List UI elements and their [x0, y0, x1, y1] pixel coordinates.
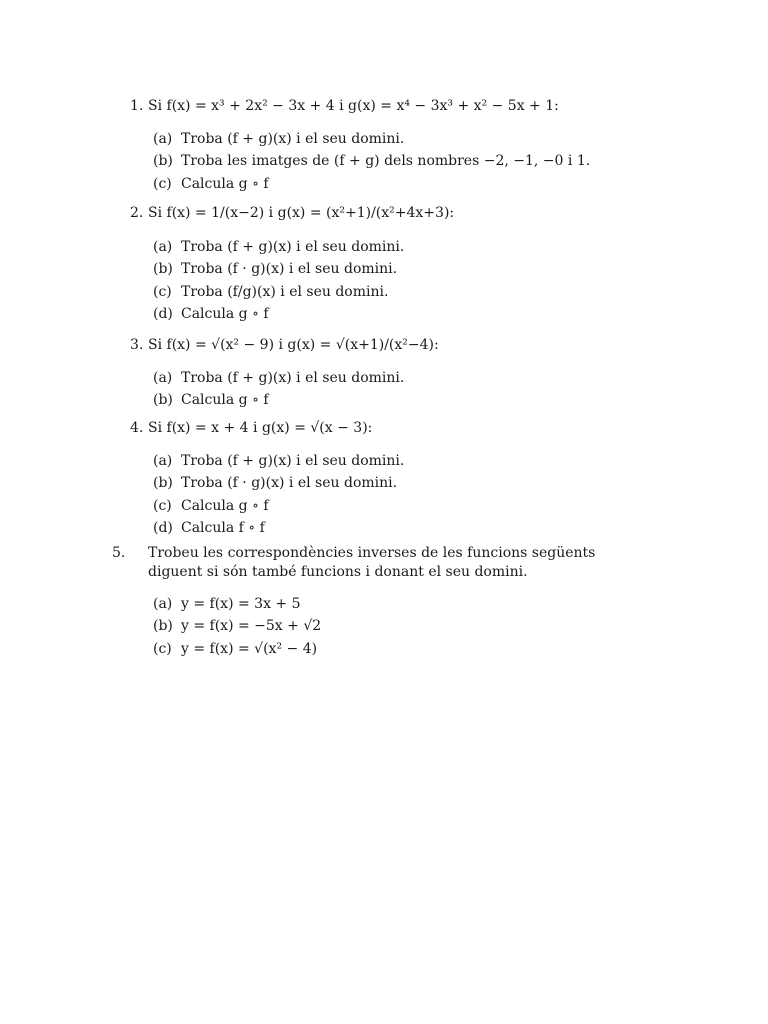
- subitem: [153, 281, 633, 303]
- subitem-text: y = f(x) = 3x + 5: [181, 596, 301, 612]
- subitem-text: Troba (f · g)(x) i el seu domini.: [181, 475, 398, 492]
- subitem-text: Calcula g ∘ f: [181, 175, 269, 192]
- subitem-label: (a): [153, 453, 173, 469]
- subitem-label: (b): [153, 153, 173, 170]
- subitem-text: Calcula f ∘ f: [181, 520, 265, 537]
- problem-number: 5.: [112, 545, 126, 561]
- subitem-label: (a): [153, 596, 173, 612]
- subitem-text: Troba (f · g)(x) i el seu domini.: [181, 261, 398, 278]
- subitem-list: [130, 367, 610, 412]
- problem-4: [130, 418, 610, 540]
- subitem-text: Calcula g ∘ f: [181, 392, 269, 409]
- subitem-label: (c): [153, 283, 172, 300]
- subitem-label: (d): [153, 306, 173, 323]
- subitem-list: [130, 593, 610, 660]
- subitem: [153, 236, 633, 258]
- problem-2: [130, 203, 610, 326]
- subitem-label: (a): [153, 239, 173, 255]
- problem-text: Si f(x) = x + 4 i g(x) = √(x − 3):: [148, 420, 373, 436]
- subitem-label: (b): [153, 261, 173, 278]
- subitem-label: (c): [153, 175, 172, 192]
- subitem-label: (d): [153, 520, 173, 537]
- problem-5: [112, 544, 610, 660]
- subitem: [153, 615, 633, 637]
- problem-number: 2.: [130, 205, 144, 221]
- problem-number: 3.: [130, 337, 144, 353]
- subitem-text: y = f(x) = −5x + √2: [181, 618, 322, 635]
- subitem-text: Troba (f + g)(x) i el seu domini.: [181, 239, 405, 255]
- subitem: [153, 450, 633, 472]
- subitem: [153, 173, 633, 195]
- problem-text: Si f(x) = x³ + 2x² − 3x + 4 i g(x) = x⁴ − 3x³ + x² − 5x + 1:: [148, 98, 559, 114]
- problem-statement: [130, 203, 610, 223]
- problem-text: Si f(x) = √(x² − 9) i g(x) = √(x+1)/(x²−4):: [148, 337, 439, 353]
- subitem-label: (b): [153, 618, 173, 635]
- subitem: [153, 128, 633, 150]
- subitem-list: [130, 236, 610, 326]
- subitem: [153, 495, 633, 517]
- subitem-label: (c): [153, 640, 172, 657]
- subitem-label: (b): [153, 475, 173, 492]
- subitem-list: [130, 128, 610, 195]
- problem-3: [130, 335, 610, 412]
- problem-statement: [130, 418, 610, 438]
- subitem: [153, 593, 633, 615]
- subitem: [153, 258, 633, 280]
- subitem-text: Calcula g ∘ f: [181, 497, 269, 514]
- subitem-label: (b): [153, 392, 173, 409]
- subitem-text: Calcula g ∘ f: [181, 306, 269, 323]
- subitem: [153, 367, 633, 389]
- problem-number: 1.: [130, 98, 144, 114]
- subitem-label: (a): [153, 131, 173, 147]
- subitem: [153, 472, 633, 494]
- subitem: [153, 303, 633, 325]
- subitem-label: (c): [153, 497, 172, 514]
- problem-statement: [130, 96, 610, 116]
- problem-text: Si f(x) = 1/(x−2) i g(x) = (x²+1)/(x²+4x+3):: [148, 205, 455, 221]
- problem-number: 4.: [130, 420, 144, 436]
- subitem-text: y = f(x) = √(x² − 4): [181, 640, 318, 657]
- subitem-label: (a): [153, 370, 173, 386]
- subitem-list: [130, 450, 610, 540]
- subitem: [153, 150, 633, 172]
- problem-statement: [130, 335, 610, 355]
- subitem: [153, 517, 633, 539]
- subitem-text: Troba (f + g)(x) i el seu domini.: [181, 131, 405, 147]
- subitem: [153, 638, 633, 660]
- subitem-text: Troba (f/g)(x) i el seu domini.: [181, 283, 389, 300]
- subitem-text: Troba (f + g)(x) i el seu domini.: [181, 370, 405, 386]
- subitem-text: Troba (f + g)(x) i el seu domini.: [181, 453, 405, 469]
- problem-text: Trobeu les correspondències inverses de les funcions següents diguent si són també funcions i donant el seu domini.: [148, 545, 596, 580]
- subitem-text: Troba les imatges de (f + g) dels nombres −2, −1, −0 i 1.: [181, 153, 591, 170]
- problem-statement: [112, 544, 628, 582]
- problem-1: [130, 96, 610, 195]
- subitem: [153, 389, 633, 411]
